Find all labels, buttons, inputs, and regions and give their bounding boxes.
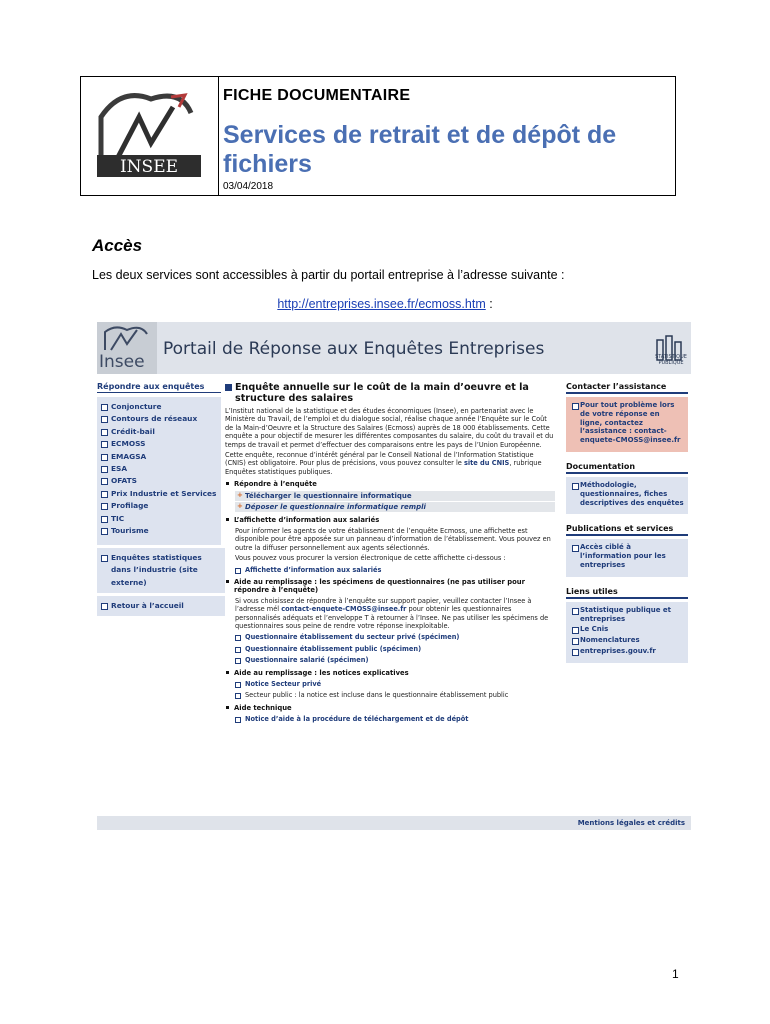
- nav-item-ecmoss[interactable]: ECMOSS: [99, 438, 219, 450]
- liens-box: [566, 602, 688, 663]
- notice-aide-link[interactable]: Notice d’aide à la procédure de téléchargement et de dépôt: [235, 715, 555, 723]
- sub-aide-technique: Aide technique: [225, 704, 555, 712]
- mentions-legales-link[interactable]: Mentions légales et crédits: [577, 819, 685, 827]
- bullet-icon: [101, 555, 108, 562]
- bullet-icon: [101, 503, 108, 510]
- bullet-icon: [101, 416, 108, 423]
- url-suffix: :: [485, 297, 493, 311]
- plus-icon: +: [237, 502, 243, 511]
- contact-email-link[interactable]: contact-enquete-CMOSS@insee.fr: [281, 605, 407, 614]
- publications-box: [566, 539, 688, 576]
- title-cell: [219, 77, 675, 195]
- liens-item-cnis[interactable]: Le Cnis: [570, 625, 684, 634]
- square-bullet-icon: [226, 518, 229, 521]
- nav-item-credit-bail[interactable]: Crédit-bail: [99, 426, 219, 438]
- left-nav-box: [97, 397, 221, 545]
- publications-heading: Publications et services: [566, 524, 688, 536]
- nav-item-enquetes-industrie[interactable]: Enquêtes statistiques dans l’industrie (site externe): [99, 552, 223, 589]
- methodologie-link[interactable]: Méthodologie, questionnaires, fiches descriptives des enquêtes: [570, 481, 684, 507]
- bullet-icon: [235, 635, 241, 641]
- bullet-icon: [101, 429, 108, 436]
- affichette-link[interactable]: Affichette d’information aux salariés: [235, 566, 555, 574]
- nav-item-conjoncture[interactable]: Conjoncture: [99, 401, 219, 413]
- liens-heading: Liens utiles: [566, 587, 688, 599]
- cnis-link[interactable]: site du CNIS: [463, 459, 510, 468]
- deposit-questionnaire-link[interactable]: + Déposer le questionnaire informatique rempli: [235, 502, 555, 512]
- square-bullet-icon: [226, 671, 229, 674]
- portal-banner: Portail de Réponse aux Enquêtes Entreprises: [163, 339, 545, 359]
- bullet-icon: [572, 403, 579, 410]
- bullet-icon: [235, 682, 241, 688]
- square-bullet-icon: [226, 580, 229, 583]
- sub-affichette: L’affichette d’information aux salariés: [225, 516, 555, 524]
- para-cnis: Cette enquête, reconnue d’intérêt général par le Conseil National de l’Information Statistique (CNIS) est obligatoire. Pour plus de précisions, vous pouvez consulter le site du CNIS, rubrique Enquêtes statistiques publiques.: [225, 451, 542, 476]
- notice-prive-link[interactable]: Notice Secteur privé: [235, 680, 555, 688]
- statistique-publique-text: STATISTIQUE PUBLIQUE: [655, 354, 687, 366]
- portal-footer: [97, 816, 691, 830]
- square-bullet-icon: [226, 482, 229, 485]
- specimen-salarie-link[interactable]: Questionnaire salarié (spécimen): [235, 656, 555, 664]
- portal-screenshot: [97, 322, 691, 832]
- sub-notices: Aide au remplissage : les notices explicatives: [225, 669, 555, 677]
- nav-item-contours[interactable]: Contours de réseaux: [99, 413, 219, 425]
- left-box-retour: [97, 596, 225, 616]
- acces-cible-link[interactable]: Accès ciblé à l’information pour les entreprises: [570, 543, 684, 569]
- left-box-enquetes-industrie: [97, 548, 225, 593]
- nav-item-prix[interactable]: Prix Industrie et Services: [99, 488, 219, 500]
- portal-logo-text: Insee: [99, 352, 145, 372]
- bullet-icon: [101, 603, 108, 610]
- nav-item-esa[interactable]: ESA: [99, 463, 219, 475]
- specimen-prive-link[interactable]: Questionnaire établissement du secteur privé (spécimen): [235, 633, 555, 641]
- sub-specimens: Aide au remplissage : les spécimens de questionnaires (ne pas utiliser pour répondre à l’enquête): [225, 578, 555, 595]
- bullet-icon: [572, 608, 579, 615]
- left-nav-heading: Répondre aux enquêtes: [97, 382, 221, 393]
- bullet-icon: [101, 516, 108, 523]
- nav-item-ofats[interactable]: OFATS: [99, 475, 219, 487]
- title-square-icon: [225, 384, 232, 391]
- section-heading: Accès: [92, 236, 143, 255]
- document-date: 03/04/2018: [223, 181, 274, 192]
- liens-item-nomenclatures[interactable]: Nomenclatures: [570, 636, 684, 645]
- portal-url-link[interactable]: http://entreprises.insee.fr/ecmoss.htm: [277, 297, 486, 311]
- main-content: [225, 382, 555, 727]
- bullet-icon: [572, 638, 579, 645]
- bullet-icon: [235, 693, 241, 699]
- bullet-icon: [235, 568, 241, 574]
- affichette-text: Pour informer les agents de votre établissement de l’enquête Ecmoss, une affichette est disponible pour être apposée sur un panneau d’information de l’établissement. Vous pouvez en outre la diffuser personnellement aux agents sélectionnés.: [235, 526, 551, 552]
- liens-item-statistique[interactable]: Statistique publique et entreprises: [570, 606, 684, 624]
- nav-item-emagsa[interactable]: EMAGSA: [99, 451, 219, 463]
- documentation-heading: Documentation: [566, 462, 688, 474]
- bullet-icon: [101, 404, 108, 411]
- contact-heading: Contacter l’assistance: [566, 382, 688, 394]
- bullet-icon: [235, 658, 241, 664]
- portal-logo-icon: [97, 322, 157, 352]
- portal-logo: [97, 322, 157, 374]
- contact-item[interactable]: Pour tout problème lors de votre réponse en ligne, contactez l’assistance : contact-enquete-CMOSS@insee.fr: [570, 401, 684, 445]
- plus-icon: +: [237, 490, 243, 499]
- documentation-box: [566, 477, 688, 514]
- square-bullet-icon: [226, 706, 229, 709]
- liens-item-entreprises[interactable]: entreprises.gouv.fr: [570, 647, 684, 656]
- bullet-icon: [101, 466, 108, 473]
- main-title: Enquête annuelle sur le coût de la main d’oeuvre et la structure des salaires: [225, 382, 555, 404]
- left-nav: [97, 382, 221, 545]
- bullet-icon: [101, 491, 108, 498]
- page-number: 1: [672, 967, 679, 981]
- bullet-icon: [101, 478, 108, 485]
- specimen-public-link[interactable]: Questionnaire établissement public (spécimen): [235, 645, 555, 653]
- document-header: [80, 76, 676, 196]
- url-line: [0, 297, 770, 311]
- bullet-icon: [235, 717, 241, 723]
- bullet-icon: [101, 441, 108, 448]
- fiche-label: FICHE DOCUMENTAIRE: [223, 87, 411, 104]
- download-questionnaire-link[interactable]: + Télécharger le questionnaire informatique: [235, 491, 555, 501]
- bullet-icon: [572, 483, 579, 490]
- nav-item-retour-accueil[interactable]: Retour à l’accueil: [99, 600, 223, 612]
- bullet-icon: [572, 545, 579, 552]
- notice-public-text: Secteur public : la notice est incluse dans le questionnaire établissement public: [235, 691, 555, 699]
- document-title: Services de retrait et de dépôt de fichiers: [223, 121, 617, 178]
- bullet-icon: [572, 627, 579, 634]
- para-intro: L’Institut national de la statistique et des études économiques (Insee), en partenariat avec le Ministère du Travail, de l’emploi et du dialogue social, réalise chaque année l’Enquête sur le Coût de la Main-d’Oeuvre et la Structure des Salaires (Ecmoss) auprès de 18 000 établissements. Cette enquête a pour objectif de mesurer les différentes composantes du salaire, du coût du travail et du temps de travail et permet d’effectuer des comparaisons entre les pays de l’Union Européenne.: [225, 407, 554, 449]
- bullet-icon: [101, 454, 108, 461]
- insee-logo: [81, 77, 219, 195]
- portal-header: [97, 322, 691, 374]
- nav-item-profilage[interactable]: Profilage: [99, 500, 219, 512]
- right-sidebar: [566, 382, 688, 673]
- bullet-icon: [235, 647, 241, 653]
- specimens-text: Si vous choisissez de répondre à l’enquête sur support papier, veuillez contacter l’Insee à l’adresse mél contact-enquete-CMOSS@insee.fr pour obtenir les questionnaires personnalisés adéquats et l’enveloppe T à retourner à l’Insee. Ne pas utiliser les spécimens de questionnaires sous peine de rendre votre réponse inexploitable.: [235, 596, 549, 630]
- svg-text:INSEE: INSEE: [119, 157, 179, 177]
- affichette-text-2: Vous pouvez vous procurer la version électronique de cette affichette ci-dessous :: [235, 554, 506, 563]
- contact-box: [566, 397, 688, 452]
- intro-text: Les deux services sont accessibles à partir du portail entreprise à l’adresse suivante :: [92, 268, 565, 282]
- insee-logo-graphic: [81, 77, 218, 195]
- bullet-icon: [101, 528, 108, 535]
- sub-repondre: Répondre à l’enquête: [225, 480, 555, 488]
- nav-item-tic[interactable]: TIC: [99, 513, 219, 525]
- bullet-icon: [572, 649, 579, 656]
- nav-item-tourisme[interactable]: Tourisme: [99, 525, 219, 537]
